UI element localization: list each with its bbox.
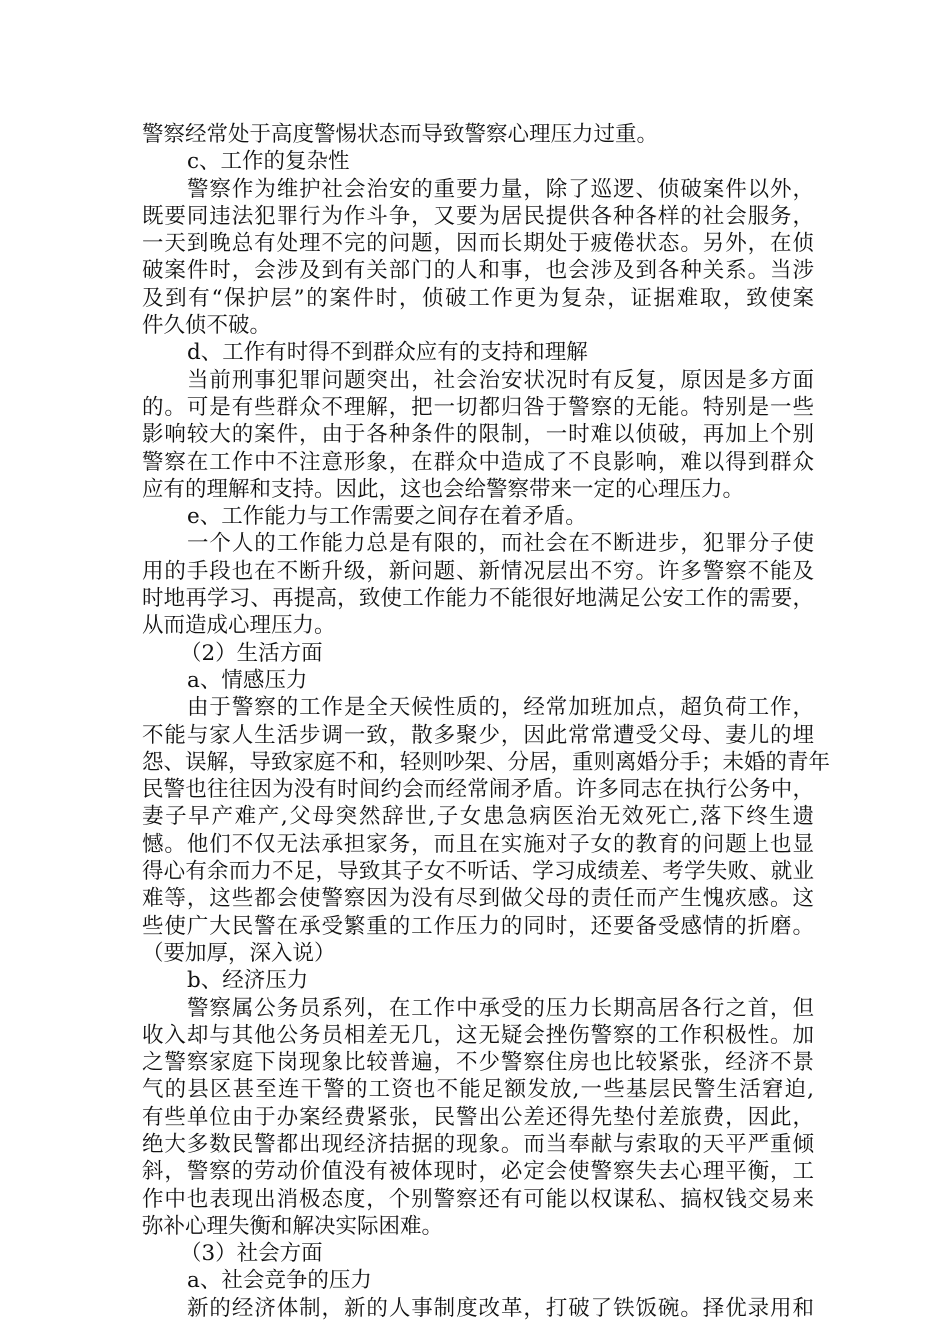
text-line: b、经济压力 [187, 968, 309, 994]
text-line: c、工作的复杂性 [187, 149, 350, 175]
text-line: 及到有“保护层”的案件时，侦破工作更为复杂，证据难取，致使案 [142, 285, 814, 311]
text-line: 应有的理解和支持。因此，这也会给警察带来一定的心理压力。 [142, 476, 745, 502]
text-line: a、社会竞争的压力 [187, 1268, 372, 1294]
text-line: 妻子早产难产,父母突然辞世,子女患急病医治无效死亡,落下终生遗 [142, 804, 814, 830]
text-line: 影响较大的案件，由于各种条件的限制，一时难以侦破，再加上个别 [142, 422, 814, 448]
text-line: 难等，这些都会使警察因为没有尽到做父母的责任而产生愧疚感。这 [142, 886, 814, 912]
text-line: 之警察家庭下岗现象比较普遍，不少警察住房也比较紧张，经济不景 [142, 1050, 814, 1076]
text-line: （3）社会方面 [180, 1241, 323, 1267]
text-line: 从而造成心理压力。 [142, 613, 336, 639]
text-line: 由于警察的工作是全天候性质的，经常加班加点，超负荷工作， [187, 695, 814, 721]
text-line: （2）生活方面 [180, 640, 323, 666]
text-line: 斜，警察的劳动价值没有被体现时，必定会使警察失去心理平衡，工 [142, 1159, 814, 1185]
text-line: 一个人的工作能力总是有限的，而社会在不断进步，犯罪分子使 [187, 531, 814, 557]
text-line: 警察经常处于高度警惕状态而导致警察心理压力过重。 [142, 122, 659, 147]
text-line: 警察在工作中不注意形象，在群众中造成了不良影响，难以得到群众 [142, 449, 814, 475]
text-line: 民警也往往因为没有时间约会而经常闹矛盾。许多同志在执行公务中， [142, 777, 814, 803]
text-line: 气的县区甚至连干警的工资也不能足额发放,一些基层民警生活窘迫, [142, 1077, 814, 1103]
text-line: 怨、误解，导致家庭不和，轻则吵架、分居，重则离婚分手；未婚的青年 [142, 749, 831, 775]
text-line: 当前刑事犯罪问题突出，社会治安状况时有反复，原因是多方面 [187, 367, 814, 393]
text-line: a、情感压力 [187, 667, 308, 693]
text-line: 绝大多数民警都出现经济拮据的现象。而当奉献与索取的天平严重倾 [142, 1131, 814, 1157]
text-line: 新的经济体制，新的人事制度改革，打破了铁饭碗。择优录用和 [187, 1295, 814, 1321]
text-line: 破案件时，会涉及到有关部门的人和事，也会涉及到各种关系。当涉 [142, 258, 814, 284]
document-body [142, 121, 831, 1322]
text-line: 时地再学习、再提高，致使工作能力不能很好地满足公安工作的需要， [142, 586, 814, 612]
text-line: 收入却与其他公务员相差无几，这无疑会挫伤警察的工作积极性。加 [142, 1022, 814, 1048]
text-line: d、工作有时得不到群众应有的支持和理解 [187, 340, 588, 366]
text-line: 一天到晚总有处理不完的问题，因而长期处于疲倦状态。另外，在侦 [142, 231, 814, 257]
text-line: e、工作能力与工作需要之间存在着矛盾。 [187, 504, 587, 530]
text-line: 件久侦不破。 [142, 313, 272, 339]
text-line: 用的手段也在不断升级，新问题、新情况层出不穷。许多警察不能及 [142, 558, 814, 584]
text-line: 弥补心理失衡和解决实际困难。 [142, 1213, 444, 1239]
text-line: 警察属公务员系列，在工作中承受的压力长期高居各行之首，但 [187, 995, 814, 1021]
text-line: 的。可是有些群众不理解，把一切都归咎于警察的无能。特别是一些 [142, 394, 814, 420]
text-line: 既要同违法犯罪行为作斗争，又要为居民提供各种各样的社会服务， [142, 203, 814, 229]
text-line: 得心有余而力不足，导致其子女不听话、学习成绩差、考学失败、就业 [142, 859, 814, 885]
text-line: （要加厚，深入说） [142, 940, 336, 966]
text-line: 些使广大民警在承受繁重的工作压力的同时，还要备受感情的折磨。 [142, 913, 814, 939]
text-line: 作中也表现出消极态度，个别警察还有可能以权谋私、搞权钱交易来 [142, 1186, 814, 1212]
text-line: 憾。他们不仅无法承担家务，而且在实施对子女的教育的问题上也显 [142, 831, 814, 857]
text-line: 警察作为维护社会治安的重要力量，除了巡逻、侦破案件以外， [187, 176, 814, 202]
text-line: 不能与家人生活步调一致，散多聚少，因此常常遭受父母、妻儿的埋 [142, 722, 814, 748]
text-line: 有些单位由于办案经费紧张，民警出公差还得先垫付差旅费，因此， [142, 1104, 814, 1130]
document-page [142, 121, 831, 1322]
